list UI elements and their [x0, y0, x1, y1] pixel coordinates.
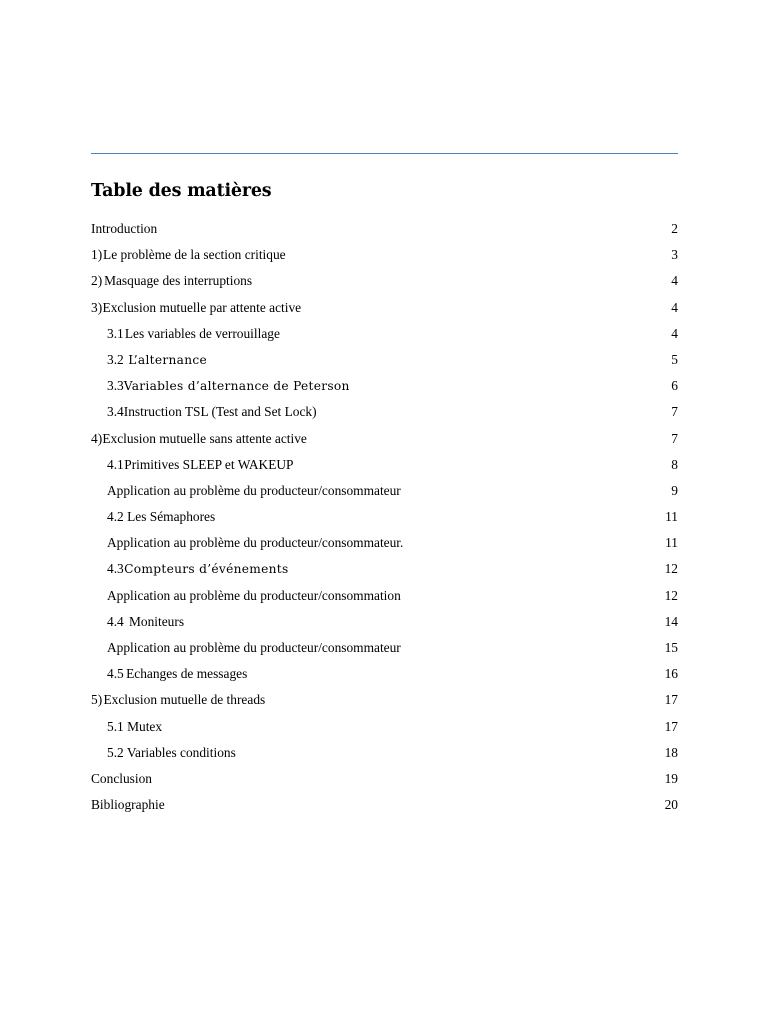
- dot-leader: [166, 794, 664, 806]
- toc-entry[interactable]: [91, 795, 678, 821]
- toc-entry-page-number: 7: [671, 404, 678, 420]
- dot-leader: [402, 585, 664, 597]
- toc-entry-page-number: 16: [664, 666, 678, 682]
- dot-leader: [295, 454, 671, 466]
- toc-entry-page-number: 11: [665, 509, 678, 525]
- toc-entry-label: Bibliographie: [91, 797, 165, 813]
- toc-entry-page-number: 12: [664, 561, 678, 577]
- toc-entry[interactable]: [91, 219, 678, 245]
- dot-leader: [287, 244, 671, 256]
- toc-entry[interactable]: [91, 402, 678, 428]
- toc-entry-page-number: 20: [664, 797, 678, 813]
- dot-leader: [402, 480, 671, 492]
- dot-leader: [308, 428, 670, 440]
- toc-entry-page-number: 18: [664, 744, 678, 760]
- toc-entry[interactable]: [91, 455, 678, 481]
- toc-entry-page-number: 14: [664, 613, 678, 629]
- toc-entry[interactable]: [91, 690, 678, 716]
- toc-entry[interactable]: [91, 769, 678, 795]
- toc-entry-number: 4.3: [107, 561, 124, 577]
- toc-entry[interactable]: [91, 350, 678, 376]
- toc-entry-label: Compteurs d’événements: [124, 562, 289, 577]
- toc-entry[interactable]: [91, 376, 678, 402]
- toc-entry[interactable]: [91, 717, 678, 743]
- toc-entry-page-number: 9: [671, 482, 678, 498]
- toc-entry-label: Introduction: [91, 221, 158, 236]
- toc-entry-label: Moniteurs: [128, 613, 185, 629]
- toc-entry-number: 3.2: [107, 351, 124, 367]
- toc-entry-number: 1): [91, 247, 103, 263]
- toc-entry[interactable]: [91, 271, 678, 297]
- toc-entry-number: 3): [91, 299, 103, 315]
- toc-entry-page-number: 17: [664, 692, 678, 708]
- toc-entry-label: Primitives SLEEP et WAKEUP: [124, 456, 294, 472]
- toc-entry-label: L’alternance: [128, 352, 207, 367]
- dot-leader: [404, 532, 664, 544]
- toc-entry-page-number: 6: [671, 378, 678, 394]
- dot-leader: [266, 689, 663, 701]
- dot-leader: [216, 506, 664, 518]
- toc-entry-page-number: 5: [671, 351, 678, 367]
- toc-entry-page-number: 11: [665, 535, 678, 551]
- dot-leader: [290, 558, 664, 570]
- toc-entry-page-number: 4: [671, 299, 678, 315]
- toc-entry-number: 4.5: [107, 666, 124, 682]
- toc-entry-page-number: 7: [671, 430, 678, 446]
- toc-entry-label: Exclusion mutuelle par attente active: [102, 299, 302, 315]
- toc-entry-page-number: 2: [671, 221, 678, 236]
- table-of-contents: [91, 219, 678, 821]
- toc-entry[interactable]: [91, 612, 678, 638]
- toc-entry[interactable]: [91, 245, 678, 271]
- toc-entry-number: 3.3: [107, 378, 124, 394]
- toc-entry-label: Application au problème du producteur/consommation: [107, 587, 401, 603]
- dot-leader: [248, 663, 663, 675]
- toc-entry-label: Application au problème du producteur/consommateur: [107, 640, 401, 655]
- toc-entry[interactable]: [91, 429, 678, 455]
- toc-entry[interactable]: [91, 507, 678, 533]
- dot-leader: [281, 323, 670, 335]
- toc-entry-page-number: 15: [664, 640, 678, 655]
- toc-entry-label: Masquage des interruptions: [104, 273, 253, 289]
- toc-entry-label: Exclusion mutuelle sans attente active: [102, 430, 307, 446]
- toc-entry-label: Conclusion: [91, 770, 153, 786]
- dot-leader: [402, 637, 664, 649]
- toc-entry-number: 4.4: [107, 613, 124, 629]
- toc-entry-label: Le problème de la section critique: [103, 247, 286, 263]
- toc-entry-number: 2): [91, 273, 103, 289]
- dot-leader: [237, 742, 664, 754]
- dot-leader: [153, 768, 664, 780]
- toc-entry-number: 5): [91, 692, 103, 708]
- dot-leader: [185, 611, 664, 623]
- toc-entry-page-number: 3: [671, 247, 678, 263]
- toc-entry-label: 5.2 Variables conditions: [107, 744, 236, 760]
- toc-entry-page-number: 8: [671, 456, 678, 472]
- toc-entry-label: 4.2 Les Sémaphores: [107, 509, 216, 525]
- toc-entry-label: Echanges de messages: [126, 666, 248, 682]
- toc-entry-label: Application au problème du producteur/consommateur: [107, 482, 401, 498]
- dot-leader: [318, 401, 671, 413]
- toc-entry[interactable]: [91, 298, 678, 324]
- toc-entry[interactable]: [91, 743, 678, 769]
- toc-entry[interactable]: [91, 664, 678, 690]
- toc-entry[interactable]: [91, 586, 678, 612]
- toc-entry-number: 3.1: [107, 325, 124, 341]
- toc-entry[interactable]: [91, 533, 678, 559]
- toc-entry-label: 5.1 Mutex: [107, 718, 163, 734]
- dot-leader: [158, 218, 670, 230]
- toc-entry-page-number: 19: [664, 770, 678, 786]
- header-rule: [91, 153, 678, 154]
- toc-entry[interactable]: [91, 481, 678, 507]
- dot-leader: [163, 716, 664, 728]
- toc-entry-label: Exclusion mutuelle de threads: [103, 692, 266, 708]
- toc-entry-label: Variables d’alternance de Peterson: [123, 379, 350, 394]
- toc-entry-label: Les variables de verrouillage: [124, 325, 280, 341]
- toc-entry[interactable]: [91, 638, 678, 664]
- dot-leader: [351, 375, 671, 387]
- dot-leader: [302, 297, 670, 309]
- dot-leader: [208, 349, 670, 361]
- toc-entry[interactable]: [91, 559, 678, 585]
- toc-title: Table des matières: [91, 181, 272, 201]
- toc-entry-page-number: 4: [671, 273, 678, 289]
- toc-entry-page-number: 4: [671, 325, 678, 341]
- toc-entry-page-number: 12: [664, 587, 678, 603]
- toc-entry-page-number: 17: [664, 718, 678, 734]
- toc-entry-label: Application au problème du producteur/consommateur.: [107, 535, 404, 551]
- toc-entry-number: 4.1: [107, 456, 124, 472]
- toc-entry-number: 3.4: [107, 404, 124, 420]
- toc-entry[interactable]: [91, 324, 678, 350]
- toc-entry-label: Instruction TSL (Test and Set Lock): [123, 404, 317, 420]
- dot-leader: [253, 270, 670, 282]
- toc-entry-number: 4): [91, 430, 103, 446]
